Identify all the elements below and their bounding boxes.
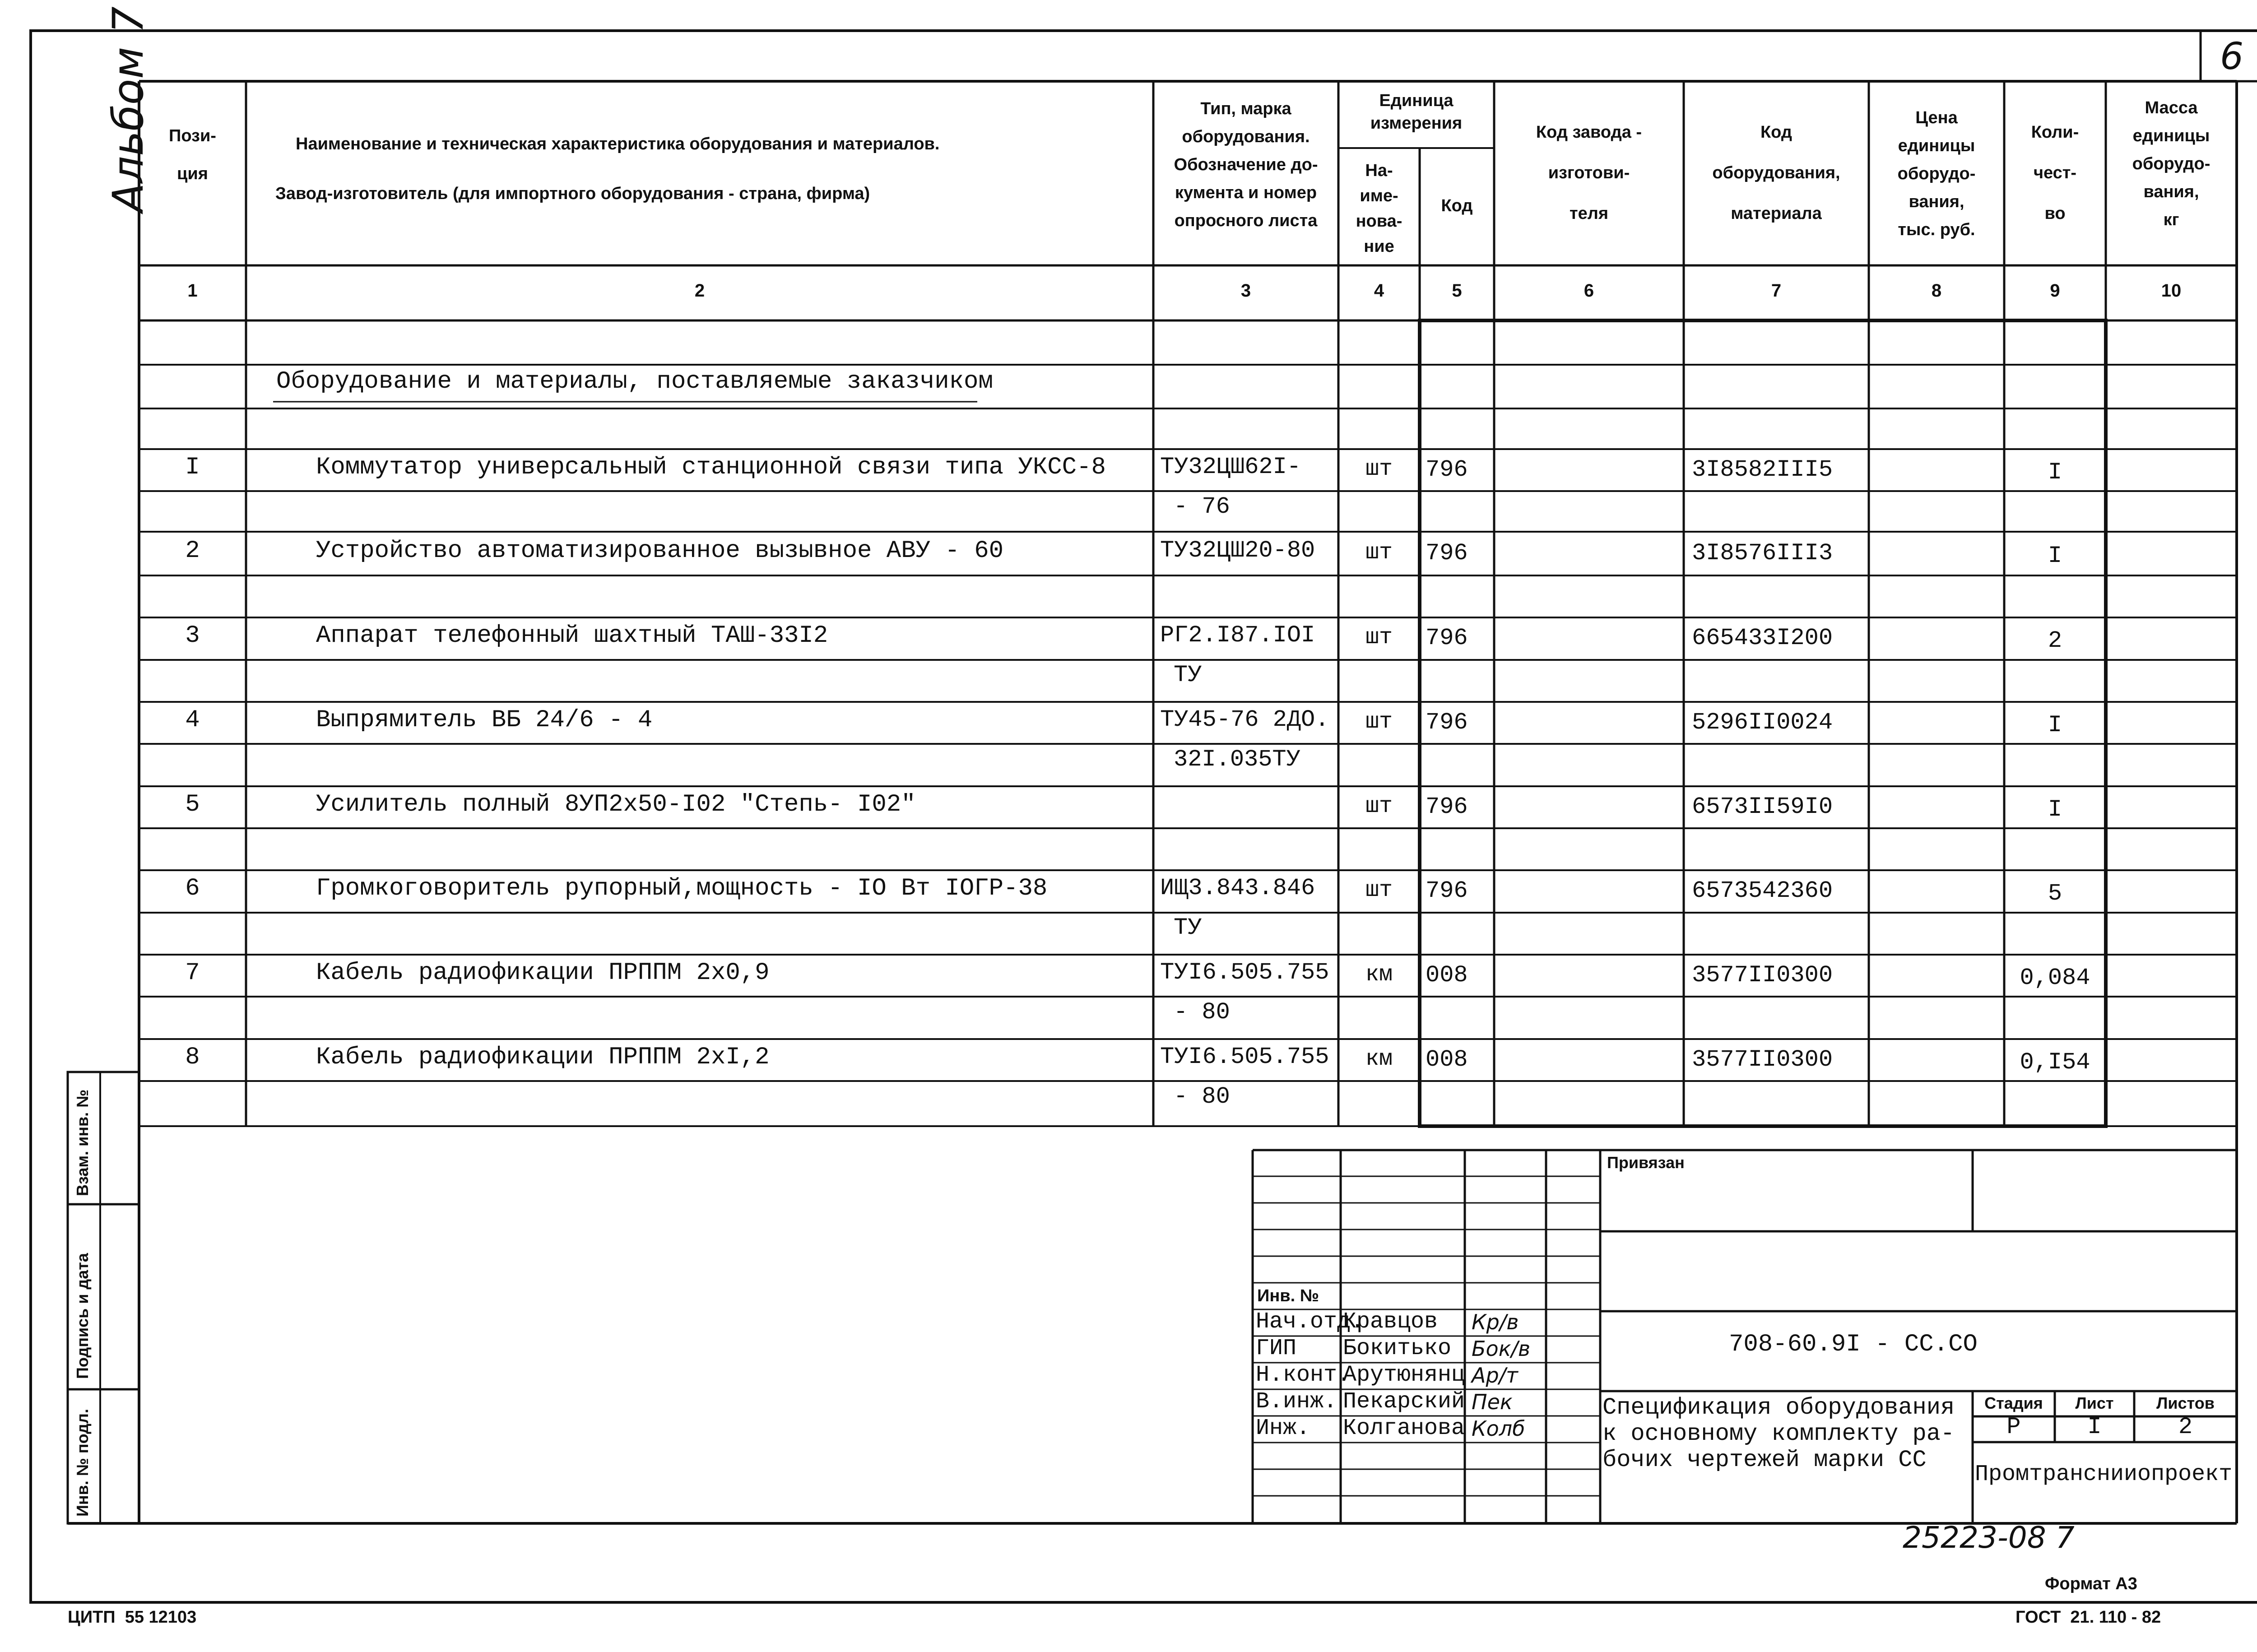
header-price: Цена единицы оборудо- вания, тыс. руб. [1897, 108, 1976, 239]
row-type: ТУ32ЦШ20-80 [1160, 537, 1315, 564]
row-unit-code: 796 [1426, 625, 1468, 651]
row-unit-code: 796 [1426, 877, 1468, 904]
signer-signature: Ар/т [1472, 1363, 1518, 1387]
row-quantity: 5 [2048, 880, 2062, 907]
sheets-label: Листов [2156, 1394, 2215, 1412]
row-quantity: I [2048, 796, 2062, 823]
column-number: 6 [1584, 281, 1594, 301]
organization-name: Промтранснииопроект [1975, 1462, 2233, 1487]
header-name-line0: Наименование и техническая характеристика оборудования и материалов. [296, 135, 940, 153]
row-unit: шт [1365, 877, 1393, 903]
row-unit-code: 796 [1426, 794, 1468, 820]
row-equipment-code: 665433I200 [1692, 625, 1833, 651]
signer-signature: Колб [1472, 1416, 1525, 1441]
signer-name: Бокитько [1343, 1336, 1452, 1361]
row-equipment-code: 6573542360 [1692, 877, 1833, 904]
signer-name: Колганова [1343, 1415, 1465, 1441]
album-label: Альбом 7 [104, 6, 153, 212]
row-equipment-code: 3I8582III5 [1692, 456, 1833, 483]
header-equip-code: Код оборудования, материала [1712, 123, 1840, 223]
row-quantity: I [2048, 459, 2062, 486]
row-unit: шт [1365, 625, 1393, 650]
row-unit: шт [1365, 709, 1393, 735]
row-equipment-code: 3577II0300 [1692, 962, 1833, 988]
signer-signature: Кр/в [1472, 1310, 1519, 1334]
row-type: - 80 [1174, 1083, 1230, 1110]
doc-title: Спецификация оборудования к основному комплекту ра- бочих чертежей марки СС [1602, 1394, 1955, 1473]
column-number: 7 [1771, 281, 1782, 301]
signer-name: Арутюнянц [1343, 1362, 1465, 1388]
row-type: ТУI6.505.755 [1160, 959, 1329, 986]
row-unit-code: 796 [1426, 709, 1468, 736]
column-number: 9 [2050, 281, 2060, 301]
column-number: 5 [1452, 281, 1462, 301]
inv-no-label: Инв. № [1257, 1286, 1319, 1305]
signer-role: Н.конт. [1256, 1362, 1351, 1388]
row-name: Усилитель полный 8УП2х50-I02 "Степь- I02" [316, 791, 916, 818]
column-number: 2 [694, 281, 705, 301]
row-name: Громкоговоритель рупорный,мощность - IO Вт IOГР-38 [316, 875, 1048, 902]
column-number: 1 [187, 281, 198, 301]
stage-value: Р [2006, 1414, 2021, 1440]
row-unit-code: 796 [1426, 540, 1468, 566]
row-unit-code: 008 [1426, 962, 1468, 988]
row-quantity: 0,I54 [2020, 1049, 2090, 1076]
row-quantity: I [2048, 543, 2062, 569]
row-name: Устройство автоматизированное вызывное АВУ - 60 [316, 537, 1004, 565]
row-type: ТУ32ЦШ62I- [1160, 454, 1301, 480]
header-unit: Единица измерения [1370, 91, 1463, 133]
row-equipment-code: 6573II59I0 [1692, 794, 1833, 820]
signer-role: ГИП [1256, 1336, 1297, 1361]
footer-gost: ГОСТ 21. 110 - 82 [2016, 1608, 2161, 1627]
row-type: РГ2.I87.IOI [1160, 622, 1315, 649]
side-stamp-vzam: Взам. инв. № [73, 1089, 92, 1196]
row-quantity: 2 [2048, 627, 2062, 654]
row-unit: шт [1365, 794, 1393, 819]
row-type: - 76 [1174, 493, 1230, 520]
side-stamp-inv-podl: Инв. № подл. [73, 1409, 92, 1517]
row-unit: шт [1365, 456, 1393, 482]
sheet-value: I [2087, 1414, 2102, 1440]
row-type: ТУI6.505.755 [1160, 1044, 1329, 1070]
row-type: ИЩ3.843.846 [1160, 875, 1315, 901]
header-position: Пози- ция [169, 126, 216, 183]
sheets-value: 2 [2178, 1414, 2193, 1440]
row-position: 7 [185, 959, 200, 987]
column-number: 10 [2161, 281, 2182, 301]
header-unit-code: Код [1441, 196, 1473, 215]
doc-code: 708-60.9I - CC.CO [1729, 1331, 1978, 1358]
privyazan-label: Привязан [1607, 1153, 1685, 1172]
archive-number: 25223-08 7 [1903, 1520, 2075, 1555]
side-stamp-podpis: Подпись и дата [73, 1253, 92, 1379]
row-name: Аппарат телефонный шахтный ТАШ-33I2 [316, 622, 828, 650]
header-unit-name: На- име- нова- ние [1356, 161, 1402, 256]
row-equipment-code: 3577II0300 [1692, 1046, 1833, 1073]
row-equipment-code: 3I8576III3 [1692, 540, 1833, 566]
signer-name: Пекарский [1343, 1389, 1465, 1415]
row-type: - 80 [1174, 999, 1230, 1026]
header-name-line1: Завод-изготовитель (для импортного оборудования - страна, фирма) [275, 184, 870, 203]
row-type: ТУ [1174, 662, 1202, 688]
signer-name: Кравцов [1343, 1309, 1438, 1335]
row-name: Коммутатор универсальный станционной связи типа УКСС-8 [316, 454, 1106, 481]
section-title: Оборудование и материалы, поставляемые заказчиком [276, 368, 993, 395]
row-unit: км [1365, 1046, 1393, 1072]
row-position: 4 [185, 706, 200, 734]
row-position: 2 [185, 537, 200, 565]
header-quantity: Коли- чест- во [2031, 123, 2079, 223]
row-equipment-code: 5296II0024 [1692, 709, 1833, 736]
signer-role: Инж. [1256, 1415, 1310, 1441]
row-position: 8 [185, 1044, 200, 1071]
column-number: 8 [1931, 281, 1942, 301]
row-unit-code: 796 [1426, 456, 1468, 483]
row-type: ТУ45-76 2ДО. [1160, 706, 1329, 733]
footer-left-code: ЦИТП 55 12103 [68, 1608, 197, 1627]
signer-signature: Бок/в [1472, 1336, 1531, 1361]
format-label: Формат А3 [2045, 1574, 2137, 1593]
column-number: 4 [1374, 281, 1384, 301]
header-type: Тип, марка оборудования. Обозначение до- кумента и номер опросного листа [1174, 99, 1318, 230]
column-number: 3 [1240, 281, 1251, 301]
header-mass: Масса единицы оборудо- вания, кг [2132, 98, 2211, 229]
header-factory-code: Код завода - изготови- теля [1536, 123, 1642, 223]
sheet-label: Лист [2075, 1394, 2114, 1412]
row-quantity: I [2048, 712, 2062, 738]
row-quantity: 0,084 [2020, 965, 2090, 991]
row-name: Выпрямитель ВБ 24/6 - 4 [316, 706, 653, 734]
row-position: 5 [185, 791, 200, 818]
stage-label: Стадия [1984, 1394, 2043, 1412]
sheet-corner-number: 6 [2220, 35, 2244, 78]
signer-role: Нач.отд. [1256, 1309, 1365, 1335]
row-unit: шт [1365, 540, 1393, 566]
row-type: 32I.035ТУ [1174, 746, 1300, 773]
row-position: 3 [185, 622, 200, 650]
row-name: Кабель радиофикации ПРППМ 2хI,2 [316, 1044, 770, 1071]
row-unit-code: 008 [1426, 1046, 1468, 1073]
row-unit: км [1365, 962, 1393, 988]
row-position: I [185, 454, 200, 481]
row-position: 6 [185, 875, 200, 902]
row-name: Кабель радиофикации ПРППМ 2х0,9 [316, 959, 770, 987]
row-type: ТУ [1174, 914, 1202, 941]
signer-role: В.инж. [1256, 1389, 1337, 1415]
signer-signature: Пек [1472, 1390, 1513, 1414]
